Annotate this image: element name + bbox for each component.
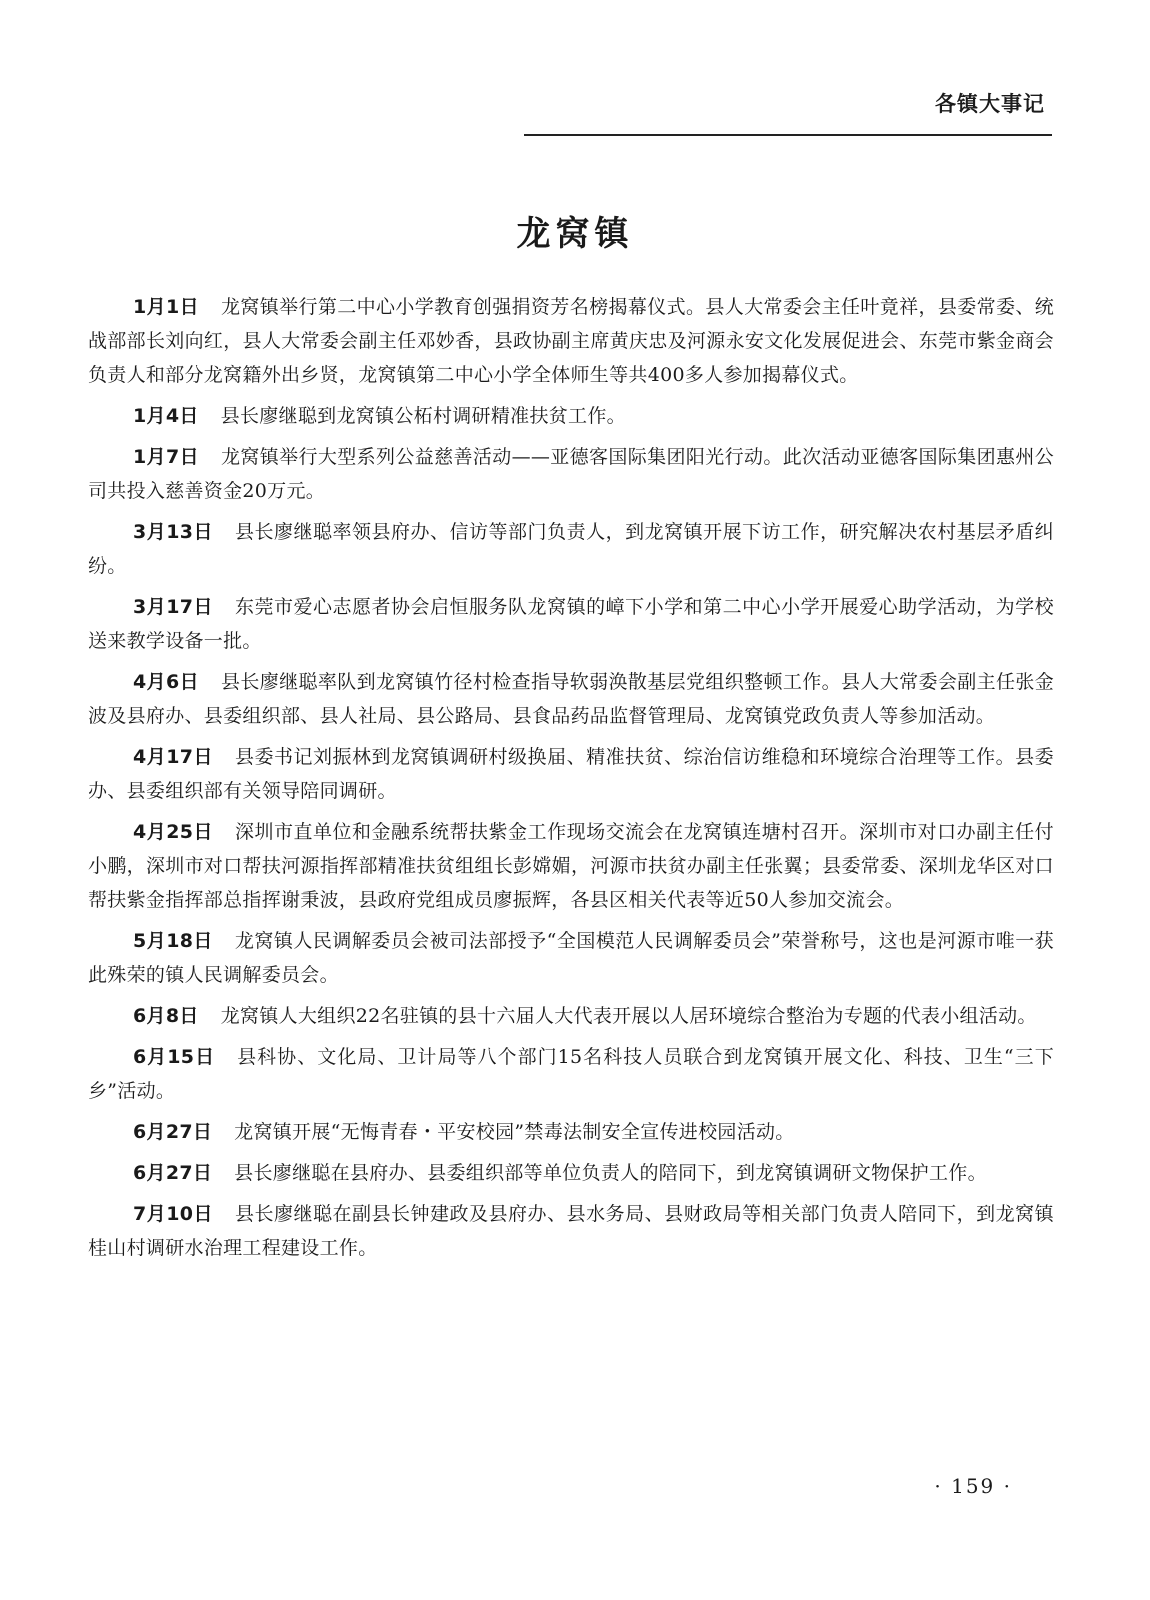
event-date: 4月17日: [133, 746, 213, 768]
event-date: 6月27日: [133, 1121, 213, 1143]
page-number: · 159 ·: [934, 1474, 1012, 1498]
event-entry: [88, 1156, 1054, 1190]
event-text: 龙窝镇人大组织22名驻镇的县十六届人大代表开展以人居环境综合整治为专题的代表小组活动。: [220, 1005, 1037, 1027]
event-date: 6月27日: [133, 1162, 213, 1184]
event-entry: [88, 399, 1054, 433]
event-date: 6月8日: [133, 1005, 199, 1027]
event-entry: [88, 924, 1054, 992]
event-text: 龙窝镇举行大型系列公益慈善活动——亚德客国际集团阳光行动。此次活动亚德客国际集团惠州公司共投入慈善资金20万元。: [88, 446, 1055, 502]
event-text: 县委书记刘振林到龙窝镇调研村级换届、精准扶贫、综治信访维稳和环境综合治理等工作。县委办、县委组织部有关领导陪同调研。: [88, 746, 1054, 802]
event-date: 5月18日: [133, 930, 213, 952]
event-text: 县长廖继聪在县府办、县委组织部等单位负责人的陪同下，到龙窝镇调研文物保护工作。: [234, 1162, 987, 1184]
event-text: 东莞市爱心志愿者协会启恒服务队龙窝镇的嶂下小学和第二中心小学开展爱心助学活动，为学校送来教学设备一批。: [88, 596, 1054, 652]
event-entry: [88, 999, 1054, 1033]
event-text: 龙窝镇人民调解委员会被司法部授予“全国模范人民调解委员会”荣誉称号，这也是河源市唯一获此殊荣的镇人民调解委员会。: [88, 930, 1054, 986]
event-date: 7月10日: [133, 1203, 213, 1225]
event-text: 县科协、文化局、卫计局等八个部门15名科技人员联合到龙窝镇开展文化、科技、卫生“三下乡”活动。: [88, 1046, 1054, 1102]
event-entry: [88, 290, 1054, 392]
event-date: 1月4日: [133, 405, 199, 427]
event-list: [88, 290, 1054, 1272]
event-text: 县长廖继聪到龙窝镇公柘村调研精准扶贫工作。: [220, 405, 626, 427]
event-entry: [88, 440, 1054, 508]
event-text: 县长廖继聪率领县府办、信访等部门负责人，到龙窝镇开展下访工作，研究解决农村基层矛盾纠纷。: [88, 521, 1054, 577]
event-entry: [88, 1040, 1054, 1108]
event-entry: [88, 740, 1054, 808]
event-entry: [88, 515, 1054, 583]
event-text: 龙窝镇开展“无悔青春・平安校园”禁毒法制安全宣传进校园活动。: [234, 1121, 795, 1143]
event-text: 县长廖继聪率队到龙窝镇竹径村检查指导软弱涣散基层党组织整顿工作。县人大常委会副主任张金波及县府办、县委组织部、县人社局、县公路局、县食品药品监督管理局、龙窝镇党政负责人等参加活动。: [88, 671, 1055, 727]
event-entry: [88, 1115, 1054, 1149]
event-text: 龙窝镇举行第二中心小学教育创强捐资芳名榜揭幕仪式。县人大常委会主任叶竟祥，县委常委、统战部部长刘向红，县人大常委会副主任邓妙香，县政协副主席黄庆忠及河源永安文化发展促进会、东莞市紫金商会负责人和部分龙窝籍外出乡贤，龙窝镇第二中心小学全体师生等共400多人参加揭幕仪式。: [88, 296, 1055, 386]
event-date: 4月6日: [133, 671, 199, 693]
event-entry: [88, 815, 1054, 917]
event-entry: [88, 665, 1054, 733]
event-date: 4月25日: [133, 821, 213, 843]
header-rule: [524, 134, 1052, 136]
event-date: 1月7日: [133, 446, 199, 468]
section-header: 各镇大事记: [935, 92, 1045, 116]
event-text: 县长廖继聪在副县长钟建政及县府办、县水务局、县财政局等相关部门负责人陪同下，到龙窝镇桂山村调研水治理工程建设工作。: [88, 1203, 1054, 1259]
event-date: 3月17日: [133, 596, 213, 618]
event-date: 3月13日: [133, 521, 213, 543]
event-date: 6月15日: [133, 1046, 216, 1068]
event-entry: [88, 590, 1054, 658]
event-entry: [88, 1197, 1054, 1265]
event-text: 深圳市直单位和金融系统帮扶紫金工作现场交流会在龙窝镇连塘村召开。深圳市对口办副主任付小鹏，深圳市对口帮扶河源指挥部精准扶贫组组长彭嫦媚，河源市扶贫办副主任张翼；县委常委、深圳龙华区对口帮扶紫金指挥部总指挥谢秉波，县政府党组成员廖振辉，各县区相关代表等近50人参加交流会。: [88, 821, 1054, 911]
page-title: 龙窝镇: [516, 214, 634, 254]
event-date: 1月1日: [133, 296, 199, 318]
